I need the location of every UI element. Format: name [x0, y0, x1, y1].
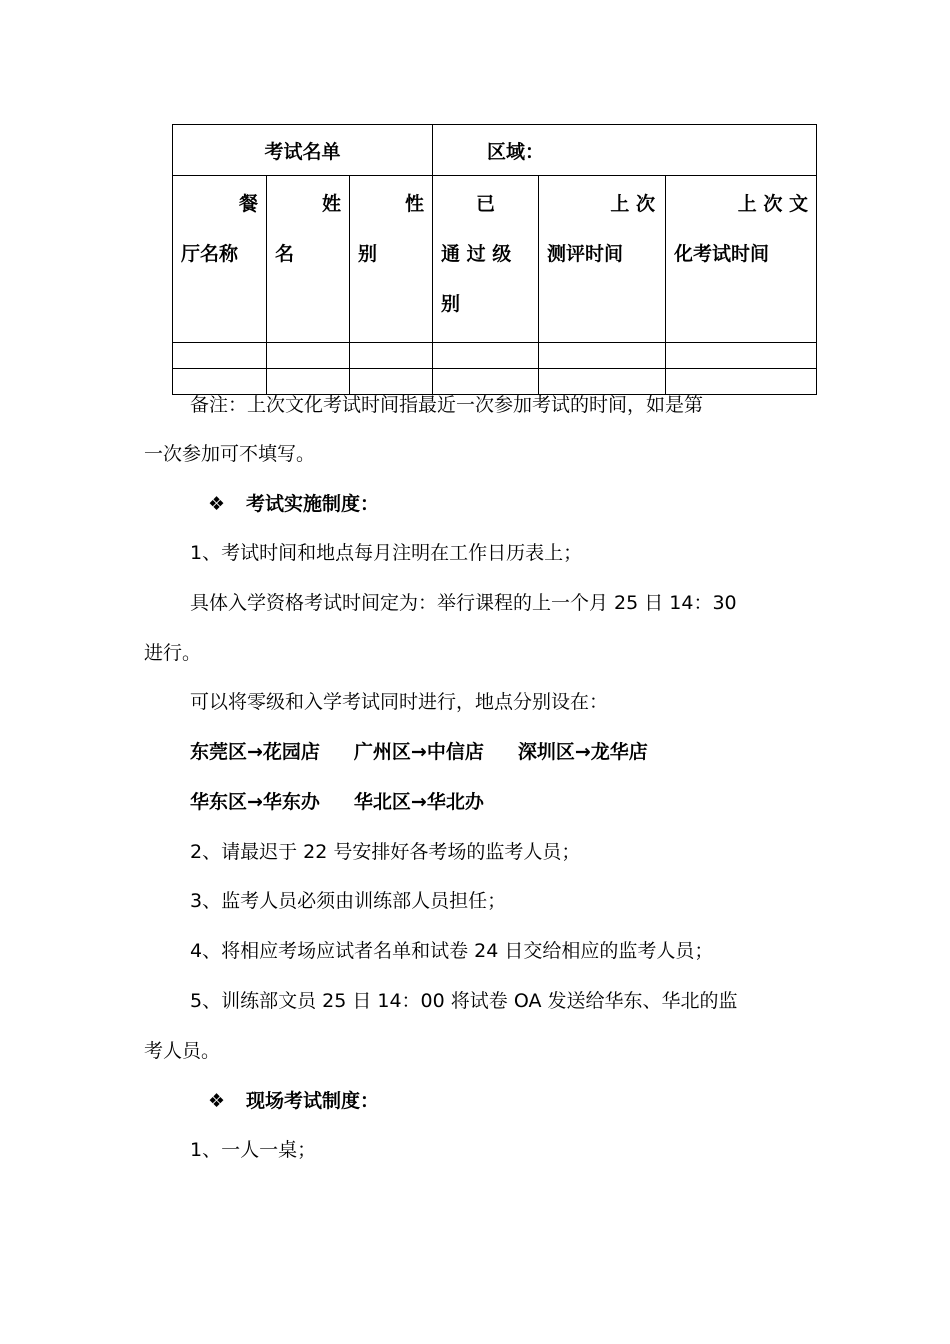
col-text: 厅名称 — [181, 243, 239, 265]
col-text: 名 — [275, 243, 295, 265]
diamond-bullet-icon: ❖ — [208, 493, 226, 515]
col-text: 化考试时间 — [674, 243, 770, 265]
col-passed-level — [433, 176, 539, 343]
note-text: 备注：上次文化考试时间指最近一次参加考试的时间，如是第 — [190, 394, 704, 416]
section-title: 考试实施制度： — [246, 493, 380, 515]
table-cell[interactable] — [267, 369, 350, 395]
venues-row-2 — [190, 790, 484, 814]
col-last-evaluation-time — [539, 176, 666, 343]
venue-huadong: 华东区→华东办 — [190, 791, 320, 813]
col-restaurant-name — [173, 176, 267, 343]
section-heading-exam-implementation — [208, 492, 379, 516]
item-3: 3、监考人员必须由训练部人员担任； — [190, 890, 507, 912]
detail-line-1: 具体入学资格考试时间定为：举行课程的上一个月 25 日 14：30 — [190, 592, 737, 614]
item-4: 4、将相应考场应试者名单和试卷 24 日交给相应的监考人员； — [190, 940, 714, 962]
table-title: 考试名单 — [173, 125, 433, 176]
section-title: 现场考试制度： — [246, 1090, 380, 1112]
col-text: 上 次 — [610, 193, 655, 215]
col-text: 通 过 级 — [441, 243, 512, 265]
col-text: 餐 — [238, 193, 258, 215]
table-cell[interactable] — [173, 343, 267, 369]
col-text: 测评时间 — [547, 243, 624, 265]
venue-shenzhen: 深圳区→龙华店 — [517, 741, 648, 763]
col-last-culture-exam-time — [666, 176, 817, 343]
item-5-line-1: 5、训练部文员 25 日 14：00 将试卷 OA 发送给华东、华北的监 — [190, 990, 738, 1012]
table-cell[interactable] — [173, 369, 267, 395]
note-line-2: 一次参加可不填写。 — [144, 443, 316, 465]
venues-row-1 — [190, 740, 648, 764]
venue-dongguan: 东莞区→花园店 — [190, 741, 320, 763]
detail-line-2: 进行。 — [144, 642, 202, 664]
venue-guangzhou: 广州区→中信店 — [353, 741, 484, 763]
exam-roster-table — [172, 124, 817, 395]
table-cell[interactable] — [350, 369, 433, 395]
region-label: 区域： — [433, 125, 817, 176]
table-cell[interactable] — [267, 343, 350, 369]
col-text: 别 — [358, 243, 378, 265]
table-cell[interactable] — [666, 369, 817, 395]
col-text: 已 — [475, 193, 495, 215]
table-cell[interactable] — [433, 369, 539, 395]
table-cell[interactable] — [539, 369, 666, 395]
item-1: 1、考试时间和地点每月注明在工作日历表上； — [190, 542, 583, 564]
table-cell[interactable] — [666, 343, 817, 369]
column-header-row — [173, 176, 817, 343]
venue-huabei: 华北区→华北办 — [353, 791, 484, 813]
col-text: 别 — [441, 293, 461, 315]
col-name — [267, 176, 350, 343]
table-header-row — [173, 125, 817, 176]
table-row — [173, 369, 817, 395]
col-text: 性 — [404, 193, 424, 215]
note-line-1 — [190, 393, 814, 417]
table-cell[interactable] — [350, 343, 433, 369]
item-5-line-2: 考人员。 — [144, 1040, 221, 1062]
section-heading-onsite-exam — [208, 1089, 379, 1113]
col-gender — [350, 176, 433, 343]
table-row — [173, 343, 817, 369]
diamond-bullet-icon: ❖ — [208, 1090, 226, 1112]
col-text: 上 次 文 — [737, 193, 809, 215]
venue-intro: 可以将零级和入学考试同时进行，地点分别设在： — [190, 691, 609, 713]
item-2: 2、请最迟于 22 号安排好各考场的监考人员； — [190, 841, 581, 863]
col-text: 姓 — [321, 193, 341, 215]
table-cell[interactable] — [433, 343, 539, 369]
table-cell[interactable] — [539, 343, 666, 369]
onsite-item-1: 1、一人一桌； — [190, 1139, 317, 1161]
